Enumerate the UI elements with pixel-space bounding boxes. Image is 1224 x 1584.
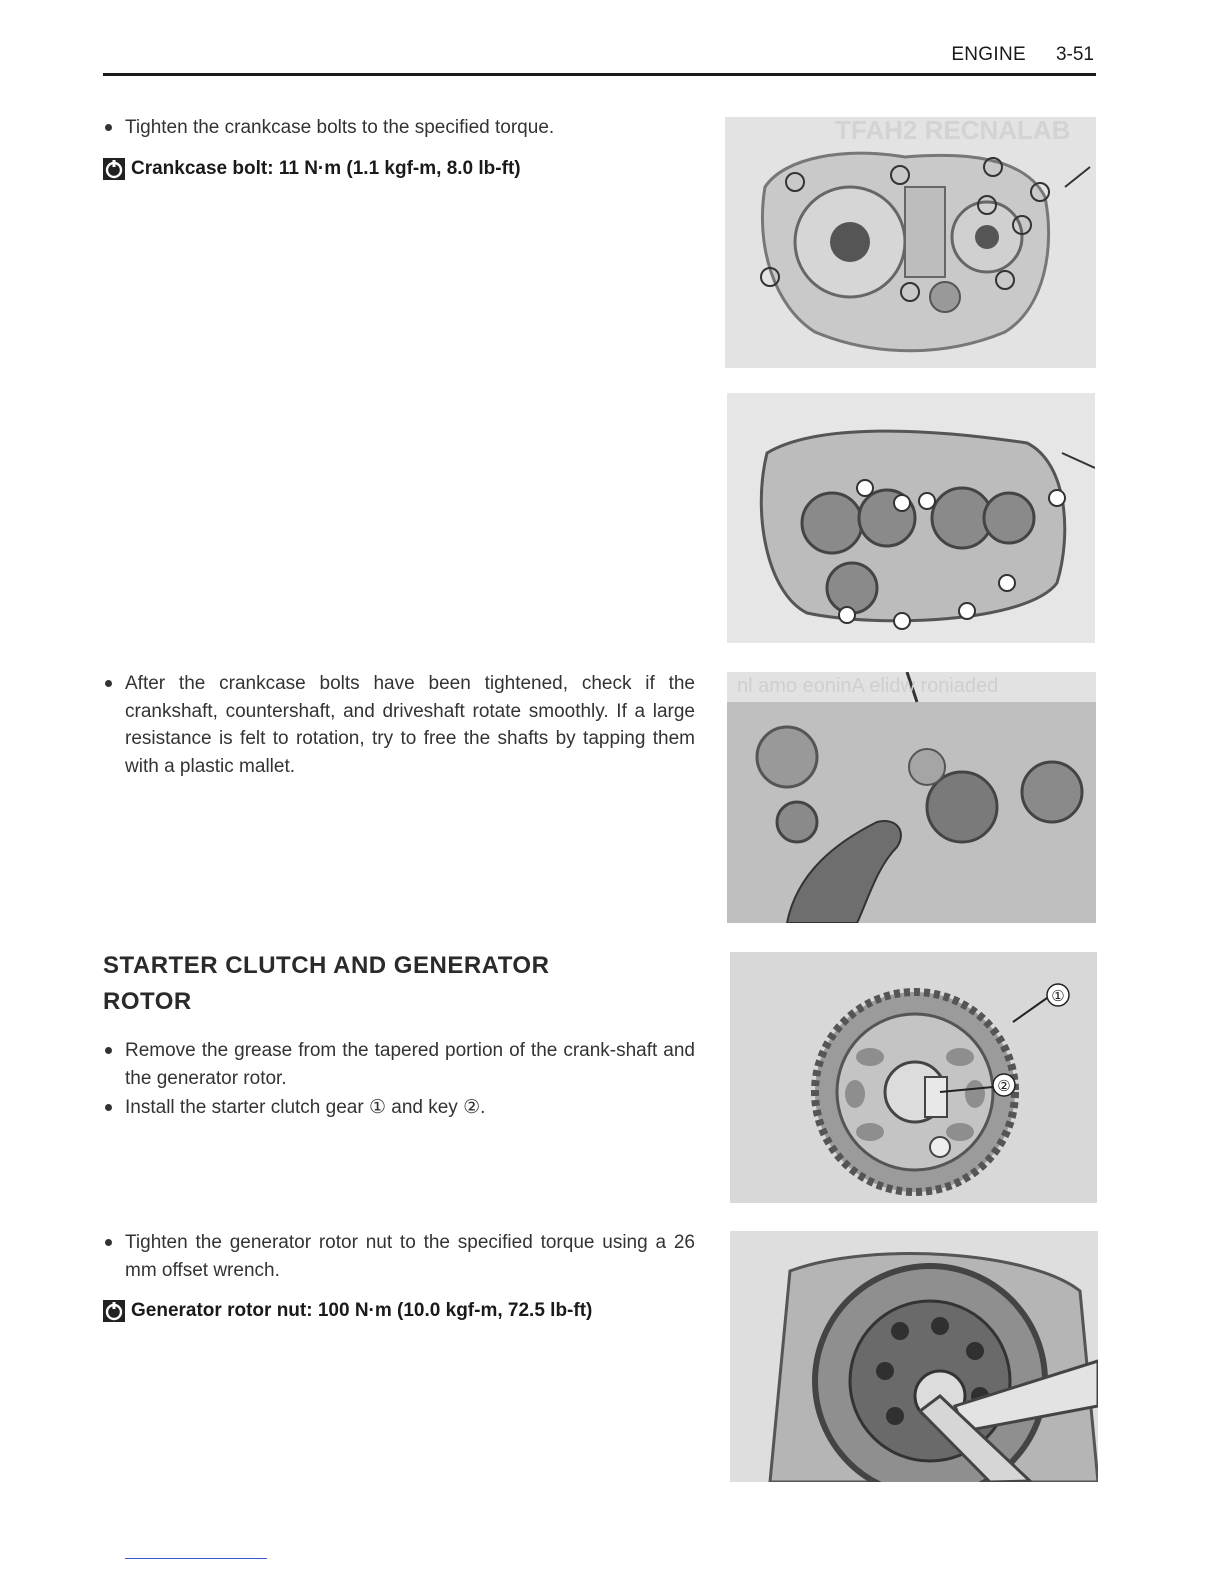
spec-generator-rotor-nut xyxy=(103,1300,695,1322)
step-text: After the crankcase bolts have been tightened, check if the crankshaft, countershaft, and driveshaft rotate smoothly. If a large resistance is felt to rotation, try to free the shafts by tapping them with a plastic mallet. xyxy=(103,670,695,780)
step-text: Remove the grease from the tapered portion of the crank-shaft and the generator rotor. xyxy=(103,1037,695,1092)
page-number: 3-51 xyxy=(1055,44,1094,65)
photo-crankcase-interior xyxy=(727,393,1095,643)
step-text: Tighten the generator rotor nut to the specified torque using a 26 mm offset wrench. xyxy=(103,1229,695,1284)
svg-text:nl amo eoninA elidw roniaded: nl amo eoninA elidw roniaded xyxy=(737,675,999,697)
heading-line-2: ROTOR xyxy=(103,988,192,1015)
step-install-gear xyxy=(103,1094,695,1122)
step-text: Install the starter clutch gear ① and key ②. xyxy=(103,1094,695,1122)
step-tighten-crankcase xyxy=(103,114,695,142)
callout-1: ① xyxy=(1051,988,1065,1005)
section-title: ENGINE xyxy=(951,44,1026,65)
photo-check-rotation xyxy=(727,672,1096,923)
step-remove-grease xyxy=(103,1037,695,1092)
heading-line-1: STARTER CLUTCH AND GENERATOR xyxy=(103,952,550,979)
torque-wrench-icon xyxy=(103,1300,125,1322)
step-text: Tighten the crankcase bolts to the specified torque. xyxy=(103,114,695,142)
photo-starter-clutch-gear xyxy=(730,952,1097,1203)
section-heading xyxy=(103,948,695,1020)
page-header xyxy=(103,44,1094,66)
svg-text:TFAH2 RECNALAB: TFAH2 RECNALAB xyxy=(835,117,1071,145)
step-check-rotation xyxy=(103,670,695,780)
step-tighten-rotor-nut xyxy=(103,1229,695,1284)
photo-rotor-nut-wrench xyxy=(730,1231,1098,1482)
footnote-rule xyxy=(125,1558,267,1559)
spec-text: Crankcase bolt: 11 N·m (1.1 kgf-m, 8.0 lb-ft) xyxy=(131,158,521,179)
spec-crankcase-bolt xyxy=(103,158,695,180)
header-rule xyxy=(103,73,1096,76)
callout-2: ② xyxy=(997,1078,1011,1095)
photo-crankcase-bolts xyxy=(725,117,1096,368)
torque-wrench-icon xyxy=(103,158,125,180)
spec-text: Generator rotor nut: 100 N·m (10.0 kgf-m, 72.5 lb-ft) xyxy=(131,1300,593,1321)
